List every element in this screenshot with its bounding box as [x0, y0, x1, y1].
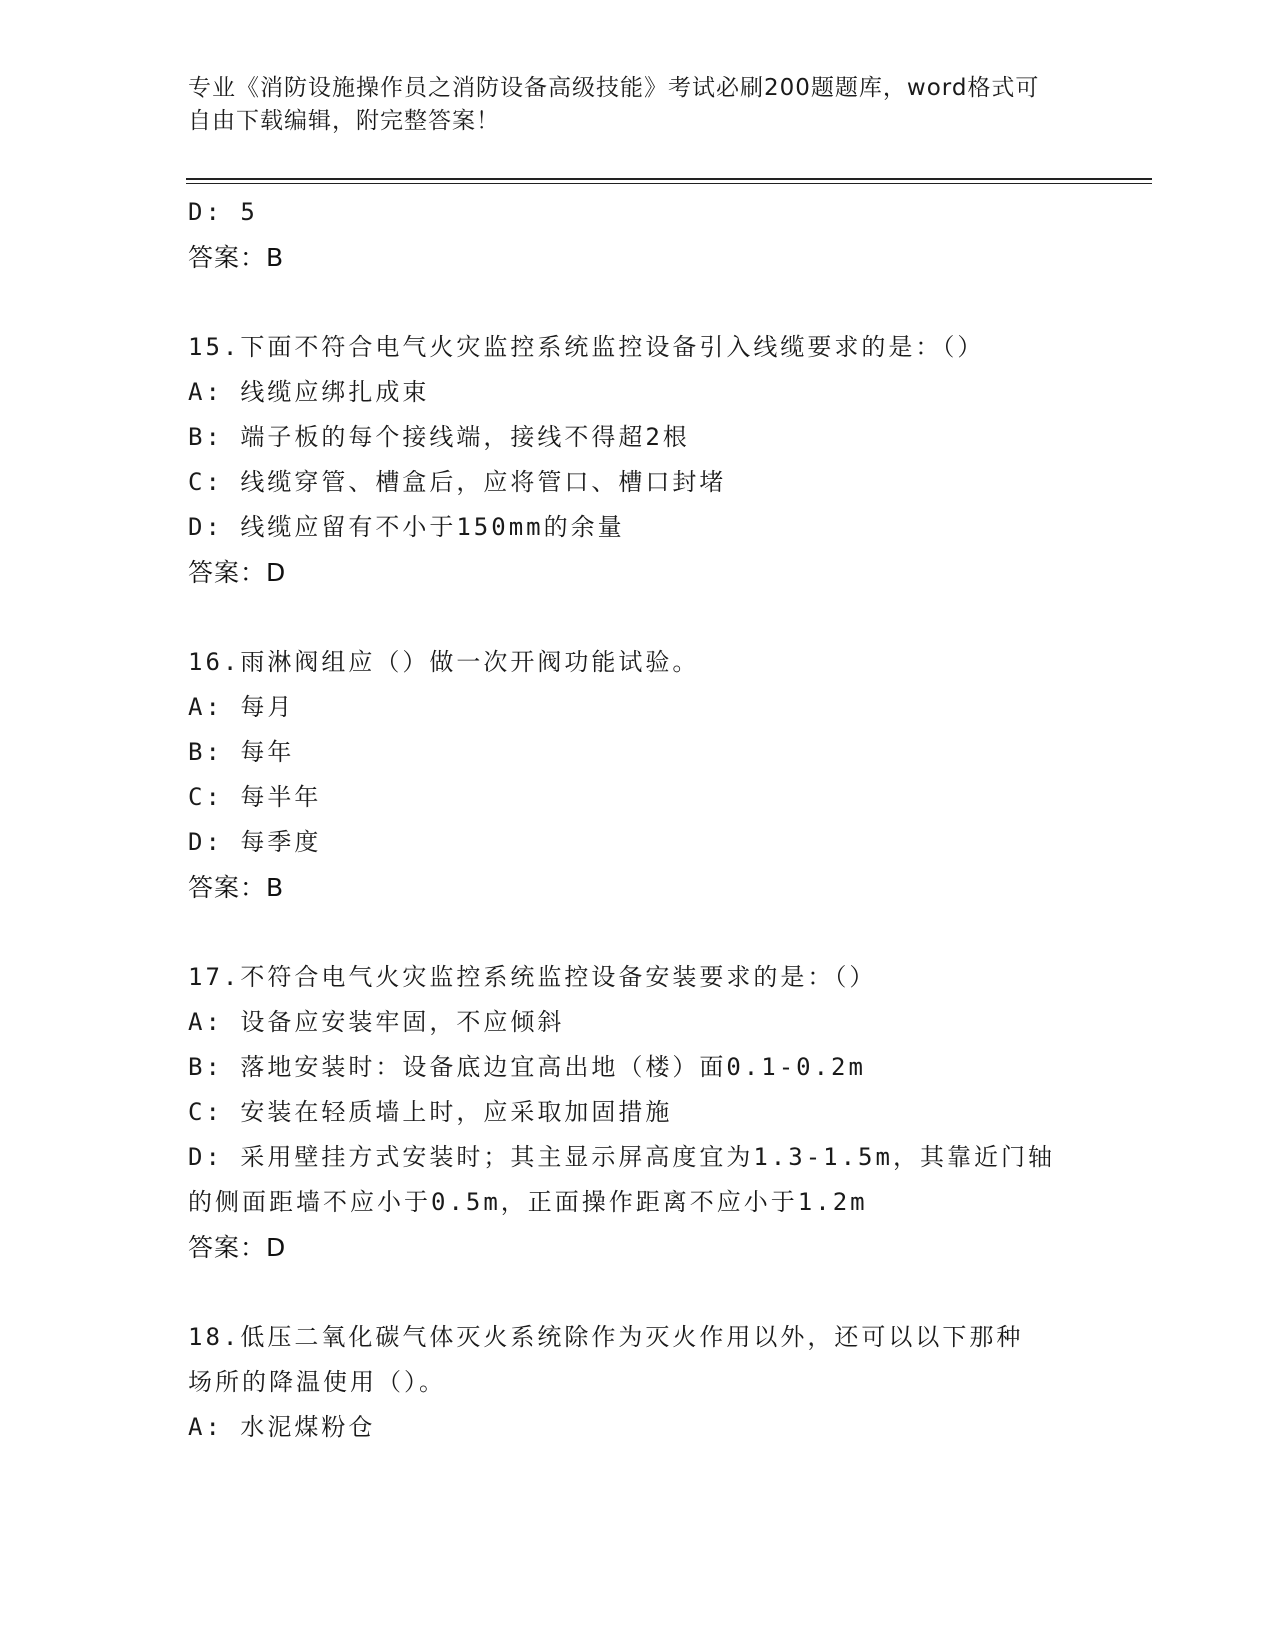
- q15-answer: 答案：D: [188, 558, 287, 587]
- q17-answer: 答案：D: [188, 1233, 287, 1262]
- spacer: [188, 280, 1088, 325]
- q15-option-b: B: 端子板的每个接线端，接线不得超2根: [188, 423, 690, 451]
- q16-option-b: B: 每年: [188, 738, 295, 766]
- spacer: [188, 595, 1088, 640]
- q16-option-d: D: 每季度: [188, 828, 322, 856]
- header-line-2: 自由下载编辑，附完整答案！: [188, 108, 500, 134]
- q15-option-d: D: 线缆应留有不小于150mm的余量: [188, 513, 625, 541]
- q15-option-a: A: 线缆应绑扎成束: [188, 378, 430, 406]
- q15-question: 15.下面不符合电气火灾监控系统监控设备引入线缆要求的是：（）: [188, 333, 985, 361]
- q16-option-a: A: 每月: [188, 693, 295, 721]
- q16-question: 16.雨淋阀组应（）做一次开阀功能试验。: [188, 648, 700, 676]
- q16-answer: 答案：B: [188, 873, 285, 902]
- q18-question-line-2: 场所的降温使用（）。: [188, 1368, 446, 1396]
- q17-option-d-line-2: 的侧面距墙不应小于0.5m，正面操作距离不应小于1.2m: [188, 1188, 868, 1216]
- q16-option-c: C: 每半年: [188, 783, 322, 811]
- q18-option-a: A: 水泥煤粉仓: [188, 1413, 376, 1441]
- q17-question: 17.不符合电气火灾监控系统监控设备安装要求的是：（）: [188, 963, 877, 991]
- q17-option-d-line-1: D: 采用壁挂方式安装时；其主显示屏高度宜为1.3-1.5m，其靠近门轴: [188, 1143, 1055, 1171]
- spacer: [188, 1270, 1088, 1315]
- header-line-1: 专业《消防设施操作员之消防设备高级技能》考试必刷200题题库，word格式可: [188, 75, 1040, 101]
- q17-option-a: A: 设备应安装牢固，不应倾斜: [188, 1008, 565, 1036]
- prev-answer: 答案：B: [188, 243, 285, 272]
- q17-option-c: C: 安装在轻质墙上时，应采取加固措施: [188, 1098, 673, 1126]
- q17-option-b: B: 落地安装时：设备底边宜高出地（楼）面0.1-0.2m: [188, 1053, 866, 1081]
- header-divider-thick: [186, 178, 1152, 180]
- question-list: [188, 190, 1088, 1450]
- q18-question-line-1: 18.低压二氧化碳气体灭火系统除作为灭火作用以外，还可以以下那种: [188, 1323, 1024, 1351]
- page-header: [188, 72, 1088, 138]
- spacer: [188, 910, 1088, 955]
- prev-option-d: D: 5: [188, 198, 258, 226]
- header-divider-thin: [186, 183, 1152, 184]
- q15-option-c: C: 线缆穿管、槽盒后，应将管口、槽口封堵: [188, 468, 727, 496]
